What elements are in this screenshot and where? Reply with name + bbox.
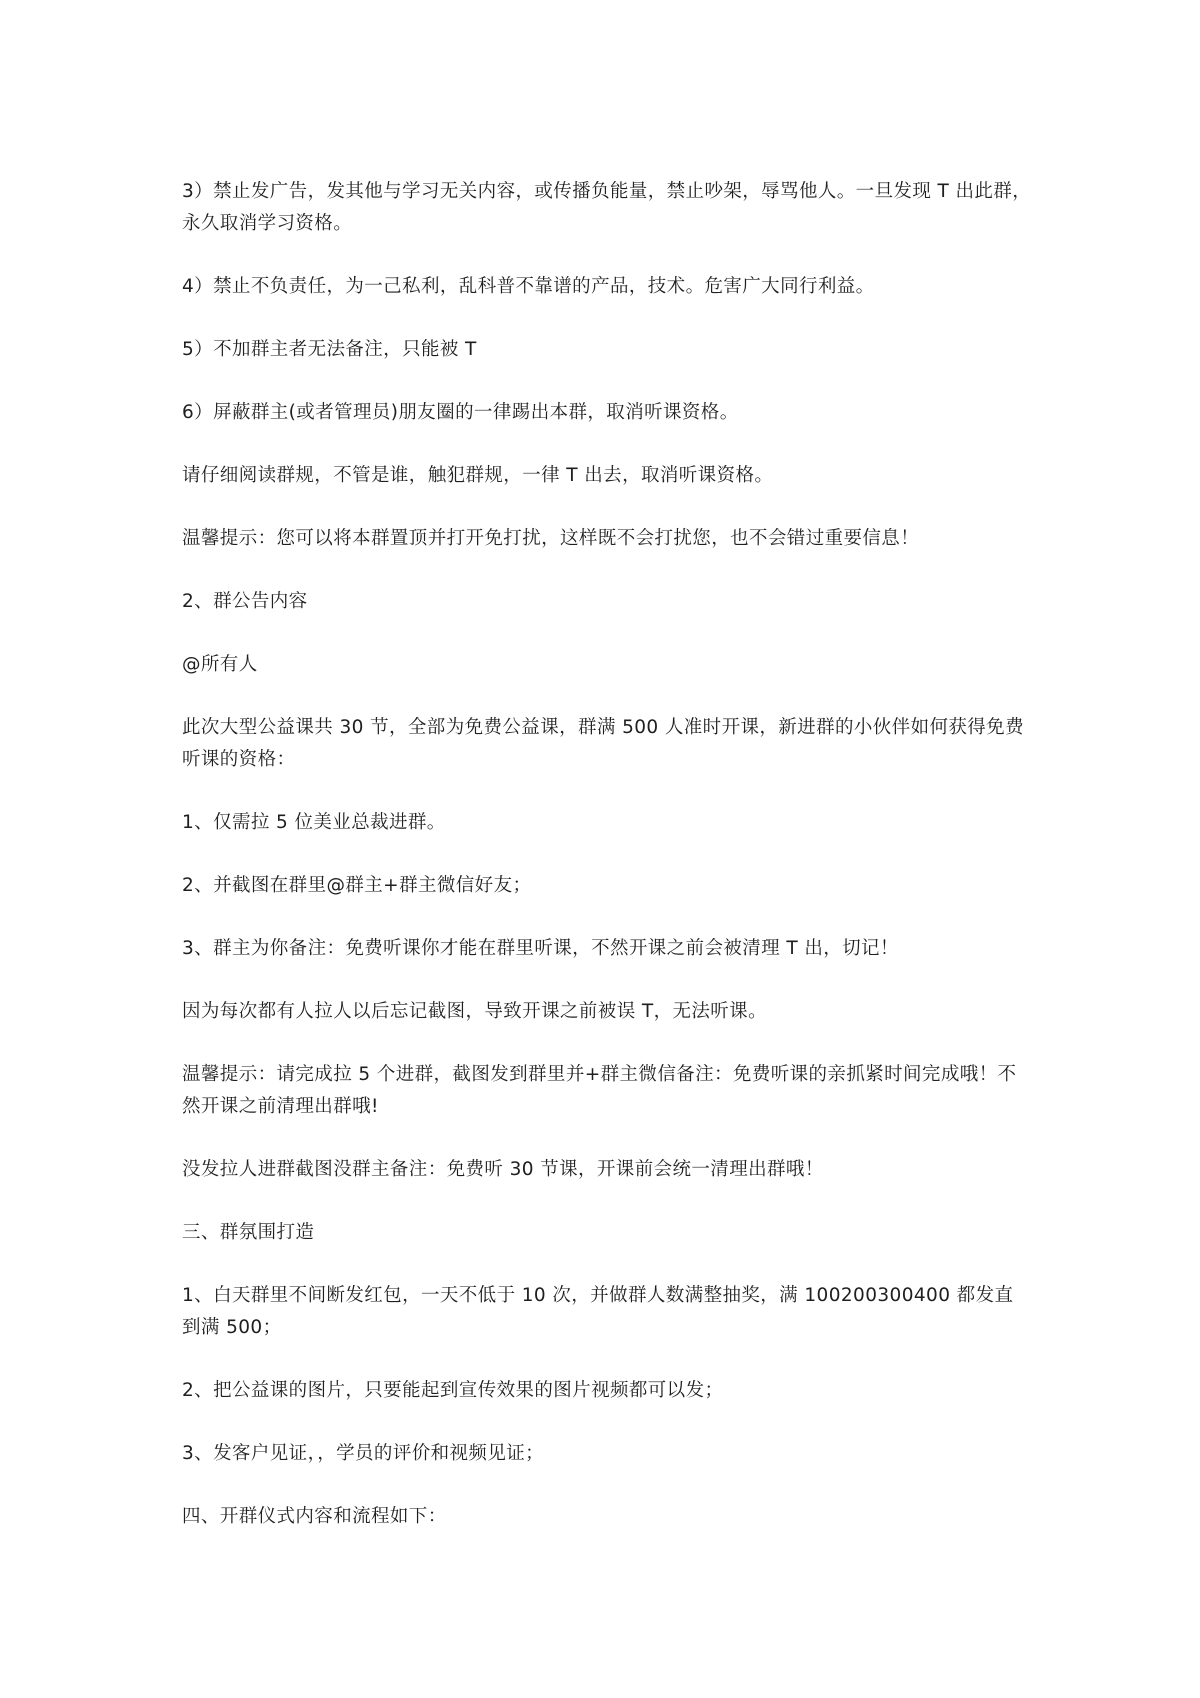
list-item-testimonials: 3、发客户见证，，学员的评价和视频见证； bbox=[182, 1443, 545, 1464]
paragraph-tip-complete-invite: 温馨提示：请完成拉 5 个进群，截图发到群里并+群主微信备注：免费听课的亲抓紧时间完成哦！不然开课之前清理出群哦! bbox=[182, 1064, 1017, 1117]
paragraph-read-rules: 请仔细阅读群规，不管是谁，触犯群规，一律 T 出去，取消听课资格。 bbox=[182, 465, 774, 486]
heading-group-atmosphere: 三、群氛围打造 bbox=[182, 1222, 315, 1243]
paragraph-mention-all: @所有人 bbox=[182, 654, 258, 675]
list-item-screenshot: 2、并截图在群里@群主+群主微信好友； bbox=[182, 875, 532, 896]
heading-opening-ceremony: 四、开群仪式内容和流程如下： bbox=[182, 1506, 447, 1527]
paragraph-course-intro: 此次大型公益课共 30 节，全部为免费公益课，群满 500 人准时开课，新进群的小伙伴如何获得免费听课的资格： bbox=[182, 717, 1024, 770]
list-item-red-packets: 1、白天群里不间断发红包，一天不低于 10 次，并做群人数满整抽奖，满 100200300400 都发直到满 500； bbox=[182, 1285, 1014, 1338]
list-item-owner-remark: 3、群主为你备注：免费听课你才能在群里听课，不然开课之前会被清理 T 出，切记！ bbox=[182, 938, 899, 959]
heading-group-announcement: 2、群公告内容 bbox=[182, 591, 308, 612]
paragraph-rule-4: 4）禁止不负责任，为一己私利，乱科普不靠谱的产品，技术。危害广大同行利益。 bbox=[182, 276, 875, 297]
paragraph-forgot-screenshot: 因为每次都有人拉人以后忘记截图，导致开课之前被误 T，无法听课。 bbox=[182, 1001, 767, 1022]
paragraph-rule-5: 5）不加群主者无法备注，只能被 T bbox=[182, 339, 477, 360]
paragraph-rule-3: 3）禁止发广告，发其他与学习无关内容，或传播负能量，禁止吵架，辱骂他人。一旦发现 T 出此群，永久取消学习资格。 bbox=[182, 181, 1032, 234]
paragraph-rule-6: 6）屏蔽群主(或者管理员)朋友圈的一律踢出本群，取消听课资格。 bbox=[182, 402, 739, 423]
paragraph-tip-pin-group: 温馨提示：您可以将本群置顶并打开免打扰，这样既不会打扰您，也不会错过重要信息！ bbox=[182, 528, 920, 549]
list-item-promo-images: 2、把公益课的图片，只要能起到宣传效果的图片视频都可以发； bbox=[182, 1380, 724, 1401]
list-item-invite-5: 1、仅需拉 5 位美业总裁进群。 bbox=[182, 812, 446, 833]
paragraph-cleanup-notice: 没发拉人进群截图没群主备注：免费听 30 节课，开课前会统一清理出群哦！ bbox=[182, 1159, 824, 1180]
document-body bbox=[182, 176, 1032, 1564]
